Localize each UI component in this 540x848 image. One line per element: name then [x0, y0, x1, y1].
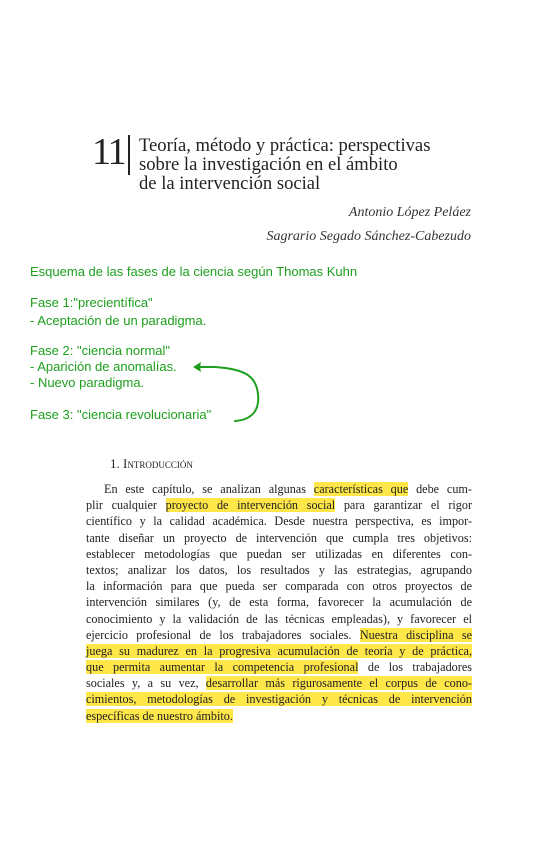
- author-name: Antonio López Peláez: [348, 205, 471, 220]
- body-text-line: [86, 594, 472, 610]
- notes-line: - Aparición de anomalías.: [30, 359, 177, 374]
- body-text-line: [86, 481, 472, 497]
- highlighted-text: específicas de nuestro ámbito.: [86, 708, 233, 723]
- body-text-line: [86, 497, 472, 513]
- highlighted-text: juega su madurez en la progresiva acumulación de teoría y de práctica,: [86, 643, 472, 658]
- body-text-segment: establecer metodologías que puedan ser utilizadas en diferentes con-: [86, 546, 472, 561]
- body-text-segment: conocimiento y la validación de las técnicas empleadas), y favorecer el: [86, 611, 472, 626]
- body-text-line: [86, 643, 472, 659]
- annotation-arrow-head: [193, 362, 201, 372]
- notes-line: - Nuevo paradigma.: [30, 375, 145, 390]
- annotation-arrow-line: [199, 367, 258, 421]
- highlighted-text: Nuestra disciplina se: [359, 627, 472, 642]
- body-text-segment: En este capítulo, se analizan algunas: [104, 482, 314, 496]
- highlighted-text: características que: [313, 482, 409, 496]
- chapter-title-line: de la intervención social: [139, 173, 321, 194]
- body-text-line: [86, 708, 472, 724]
- body-text-segment: para garantizar el rigor: [335, 498, 473, 513]
- body-text-segment: ejercicio profesional de los trabajadores sociales.: [86, 627, 360, 642]
- body-text-segment: sociales y, a su vez,: [86, 676, 206, 691]
- notes-line: Fase 2: "ciencia normal": [30, 343, 171, 358]
- body-text-segment: debe cum-: [408, 482, 472, 496]
- body-paragraph: [86, 481, 472, 724]
- annotation-arrow: [185, 356, 275, 426]
- section-heading: 1. Introducción: [110, 456, 193, 471]
- notes-line: Fase 3: "ciencia revolucionaria": [30, 407, 212, 422]
- chapter-title-line: Teoría, método y práctica: perspectivas: [139, 135, 431, 156]
- body-text-line: [86, 546, 472, 562]
- notes-line: - Aceptación de un paradigma.: [30, 313, 207, 328]
- body-text-segment: textos; analizar los datos, los resultados y las estrategias, agrupando: [86, 562, 472, 577]
- notes-heading: Esquema de las fases de la ciencia según Thomas Kuhn: [30, 264, 358, 279]
- body-text-line: [86, 659, 472, 675]
- body-text-line: [86, 675, 472, 691]
- body-text-segment: científico y la calidad académica. Desde nuestra perspectiva, es impor-: [86, 514, 472, 529]
- chapter-title-line: sobre la investigación en el ámbito: [139, 154, 398, 175]
- chapter-title: [139, 136, 499, 193]
- body-text-line: [86, 611, 472, 627]
- body-text-line: [86, 578, 472, 594]
- highlighted-text: cimientos, metodologías de investigación y técnicas de intervención: [86, 692, 472, 707]
- body-text-line: [86, 627, 472, 643]
- highlighted-text: desarrollar más rigurosamente el corpus de cono-: [205, 676, 472, 691]
- body-text-segment: plir cualquier: [86, 498, 166, 513]
- body-text-segment: tante diseñar un proyecto de intervención que cumpla tres objetivos:: [86, 530, 472, 545]
- body-text-line: [86, 530, 472, 546]
- body-text-segment: intervención similares (y, de esta forma, favorecer la acumulación de: [86, 595, 472, 610]
- chapter-number-divider: [128, 135, 130, 175]
- chapter-number: 11: [92, 131, 125, 173]
- body-text-segment: de los trabajadores: [358, 660, 472, 675]
- body-text-line: [86, 562, 472, 578]
- body-text-segment: la información para que pueda ser comparada con otros proyectos de: [86, 579, 472, 594]
- notes-line: Fase 1:"precientífica": [30, 295, 153, 310]
- highlighted-text: que permita aumentar la competencia profesional: [86, 660, 359, 675]
- body-text-line: [86, 691, 472, 707]
- highlighted-text: proyecto de intervención social: [165, 498, 336, 513]
- author-name: Sagrario Segado Sánchez-Cabezudo: [266, 229, 471, 244]
- body-text-line: [86, 513, 472, 529]
